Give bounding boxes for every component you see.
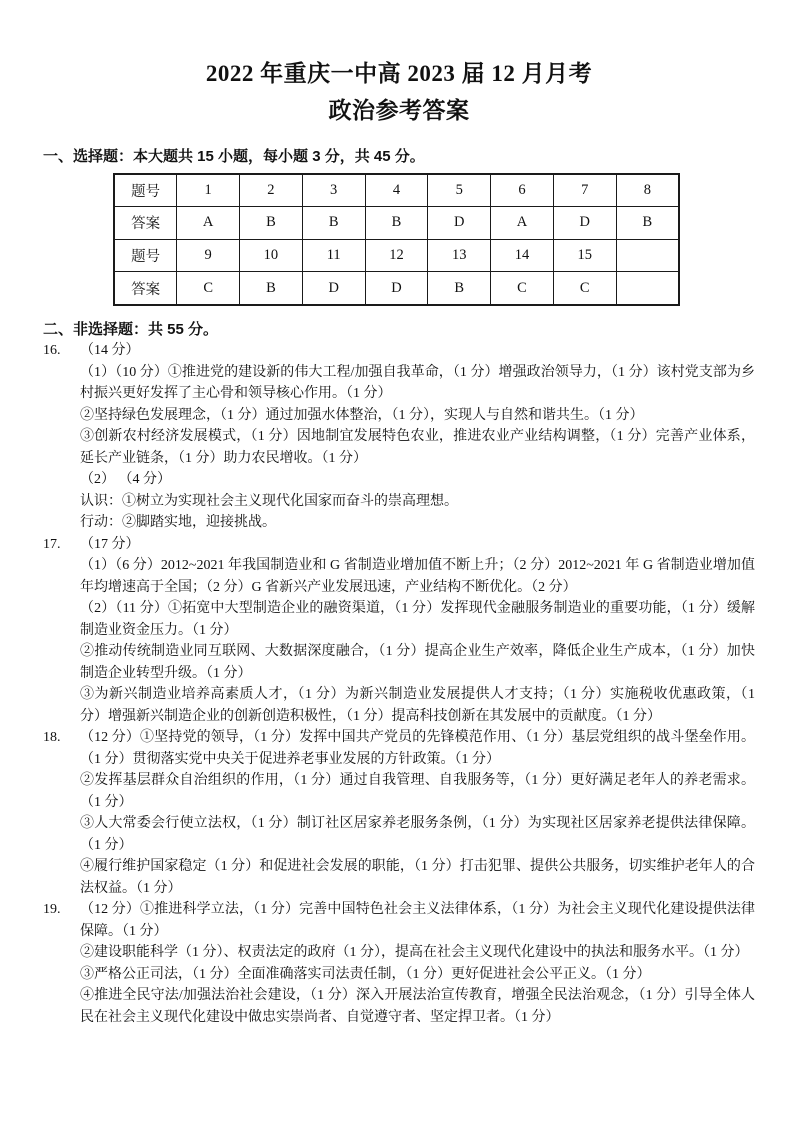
section-choice-heading: 一、选择题：本大题共 15 小题，每小题 3 分，共 45 分。	[43, 148, 425, 165]
table-cell: D	[302, 272, 365, 305]
table-cell: 7	[553, 174, 616, 207]
question-18	[43, 727, 755, 899]
question-16	[43, 340, 755, 534]
answer-paragraph: ③人大常委会行使立法权，（1 分）制订社区居家养老服务条例，（1 分）为实现社区居家养老提供法律保障。（1 分）	[80, 816, 755, 853]
document-title-line1: 2022 年重庆一中高 2023 届 12 月月考	[205, 61, 593, 86]
table-cell: B	[240, 272, 303, 305]
table-cell: 2	[240, 174, 303, 207]
table-cell: C	[553, 272, 616, 305]
answer-paragraph: （2）（11 分）①拓宽中大型制造企业的融资渠道，（1 分）发挥现代金融服务制造业的重要功能，（1 分）缓解制造业资金压力。（1 分）	[80, 601, 755, 638]
question-18-number: 18.	[43, 730, 61, 746]
table-cell: 14	[491, 239, 554, 272]
table-header-cell: 答案	[114, 272, 177, 305]
table-cell: 10	[240, 239, 303, 272]
table-header-cell: 答案	[114, 207, 177, 240]
answer-paragraph: （12 分）①坚持党的领导，（1 分）发挥中国共产党员的先锋模范作用、（1 分）基层党组织的战斗堡垒作用。（1 分）贯彻落实党中央关于促进养老事业发展的方针政策。（1 分）	[80, 730, 755, 767]
table-cell: D	[365, 272, 428, 305]
table-cell	[616, 239, 679, 272]
answer-paragraph: ③创新农村经济发展模式，（1 分）因地制宜发展特色农业，推进农业产业结构调整，（1 分）完善产业体系，延长产业链条，（1 分）助力农民增收。（1 分）	[80, 429, 755, 466]
table-cell: B	[240, 207, 303, 240]
question-19-number: 19.	[43, 902, 61, 918]
answer-paragraph: （1）（10 分）①推进党的建设新的伟大工程/加强自我革命，（1 分）增强政治领导力，（1 分）该村党支部为乡村振兴更好发挥了主心骨和领导核心作用。（1 分）	[80, 364, 755, 402]
table-row-question-numbers-2	[114, 239, 679, 272]
table-cell: 12	[365, 239, 428, 272]
table-row-answers-2	[114, 272, 679, 305]
choice-answer-table	[113, 173, 680, 306]
answer-paragraph: （17 分）	[80, 536, 140, 552]
table-row-answers-1	[114, 207, 679, 240]
question-16-number: 16.	[43, 343, 61, 359]
answer-paragraph: （12 分）①推进科学立法，（1 分）完善中国特色社会主义法律体系，（1 分）为社会主义现代化建设提供法律保障。（1 分）	[80, 902, 755, 939]
table-cell: 11	[302, 239, 365, 272]
answer-paragraph: ②坚持绿色发展理念，（1 分）通过加强水体整治，（1 分），实现人与自然和谐共生。（1 分）	[80, 407, 644, 423]
table-cell: B	[365, 207, 428, 240]
table-cell: 1	[177, 174, 240, 207]
table-cell: A	[177, 207, 240, 240]
answer-paragraph: 认识：①树立为实现社会主义现代化国家而奋斗的崇高理想。	[80, 493, 458, 509]
table-header-cell: 题号	[114, 174, 177, 207]
table-cell: B	[428, 272, 491, 305]
table-cell: 13	[428, 239, 491, 272]
table-cell	[616, 272, 679, 305]
table-cell: 9	[177, 239, 240, 272]
answer-paragraph: 行动：②脚踏实地，迎接挑战。	[80, 515, 276, 531]
question-17-number: 17.	[43, 536, 61, 552]
answer-paragraph: ②推动传统制造业同互联网、大数据深度融合，（1 分）提高企业生产效率，降低企业生产成本，（1 分）加快制造企业转型升级。（1 分）	[80, 644, 755, 681]
answer-paragraph: （14 分）	[80, 343, 140, 359]
table-cell: B	[616, 207, 679, 240]
table-header-cell: 题号	[114, 239, 177, 272]
answer-paragraph: ④履行维护国家稳定（1 分）和促进社会发展的职能，（1 分）打击犯罪、提供公共服务，切实维护老年人的合法权益。（1 分）	[80, 859, 755, 896]
answer-paragraph: ②建设职能科学（1 分）、权责法定的政府（1 分），提高在社会主义现代化建设中的执法和服务水平。（1 分）	[80, 945, 749, 961]
table-cell: 3	[302, 174, 365, 207]
table-cell: A	[491, 207, 554, 240]
answer-paragraph: （1）（6 分）2012~2021 年我国制造业和 G 省制造业增加值不断上升；（2 分）2012~2021 年 G 省制造业增加值年均增速高于全国；（2 分）G 省新兴产业发展迅速，产业结构不断优化。（2 分）	[80, 558, 755, 595]
table-cell: D	[428, 207, 491, 240]
table-cell: B	[302, 207, 365, 240]
table-cell: 6	[491, 174, 554, 207]
question-17	[43, 534, 755, 728]
answer-paragraph: ③为新兴制造业培养高素质人才，（1 分）为新兴制造业发展提供人才支持；（1 分）实施税收优惠政策，（1 分）增强新兴制造企业的创新创造积极性，（1 分）提高科技创新在其发展中的贡献度。（1 分）	[80, 687, 755, 724]
section-free-response-heading: 二、非选择题：共 55 分。	[43, 320, 219, 338]
answer-paragraph: ④推进全民守法/加强法治社会建设，（1 分）深入开展法治宣传教育，增强全民法治观念，（1 分）引导全体人民在社会主义现代化建设中做忠实崇尚者、自觉遵守者、坚定捍卫者。（1 分）	[80, 988, 755, 1025]
table-cell: 5	[428, 174, 491, 207]
table-cell: 4	[365, 174, 428, 207]
table-cell: C	[491, 272, 554, 305]
table-cell: 15	[553, 239, 616, 272]
answer-paragraph: ②发挥基层群众自治组织的作用，（1 分）通过自我管理、自我服务等，（1 分）更好满足老年人的养老需求。（1 分）	[80, 773, 755, 810]
table-cell: C	[177, 272, 240, 305]
table-cell: D	[553, 207, 616, 240]
document-title-line2: 政治参考答案	[328, 98, 470, 123]
question-19	[43, 899, 755, 1028]
table-row-question-numbers-1	[114, 174, 679, 207]
table-cell: 8	[616, 174, 679, 207]
answer-paragraph: ③严格公正司法，（1 分）全面准确落实司法责任制，（1 分）更好促进社会公平正义。（1 分）	[80, 966, 651, 982]
answer-paragraph: （2） （4 分）	[80, 472, 171, 488]
